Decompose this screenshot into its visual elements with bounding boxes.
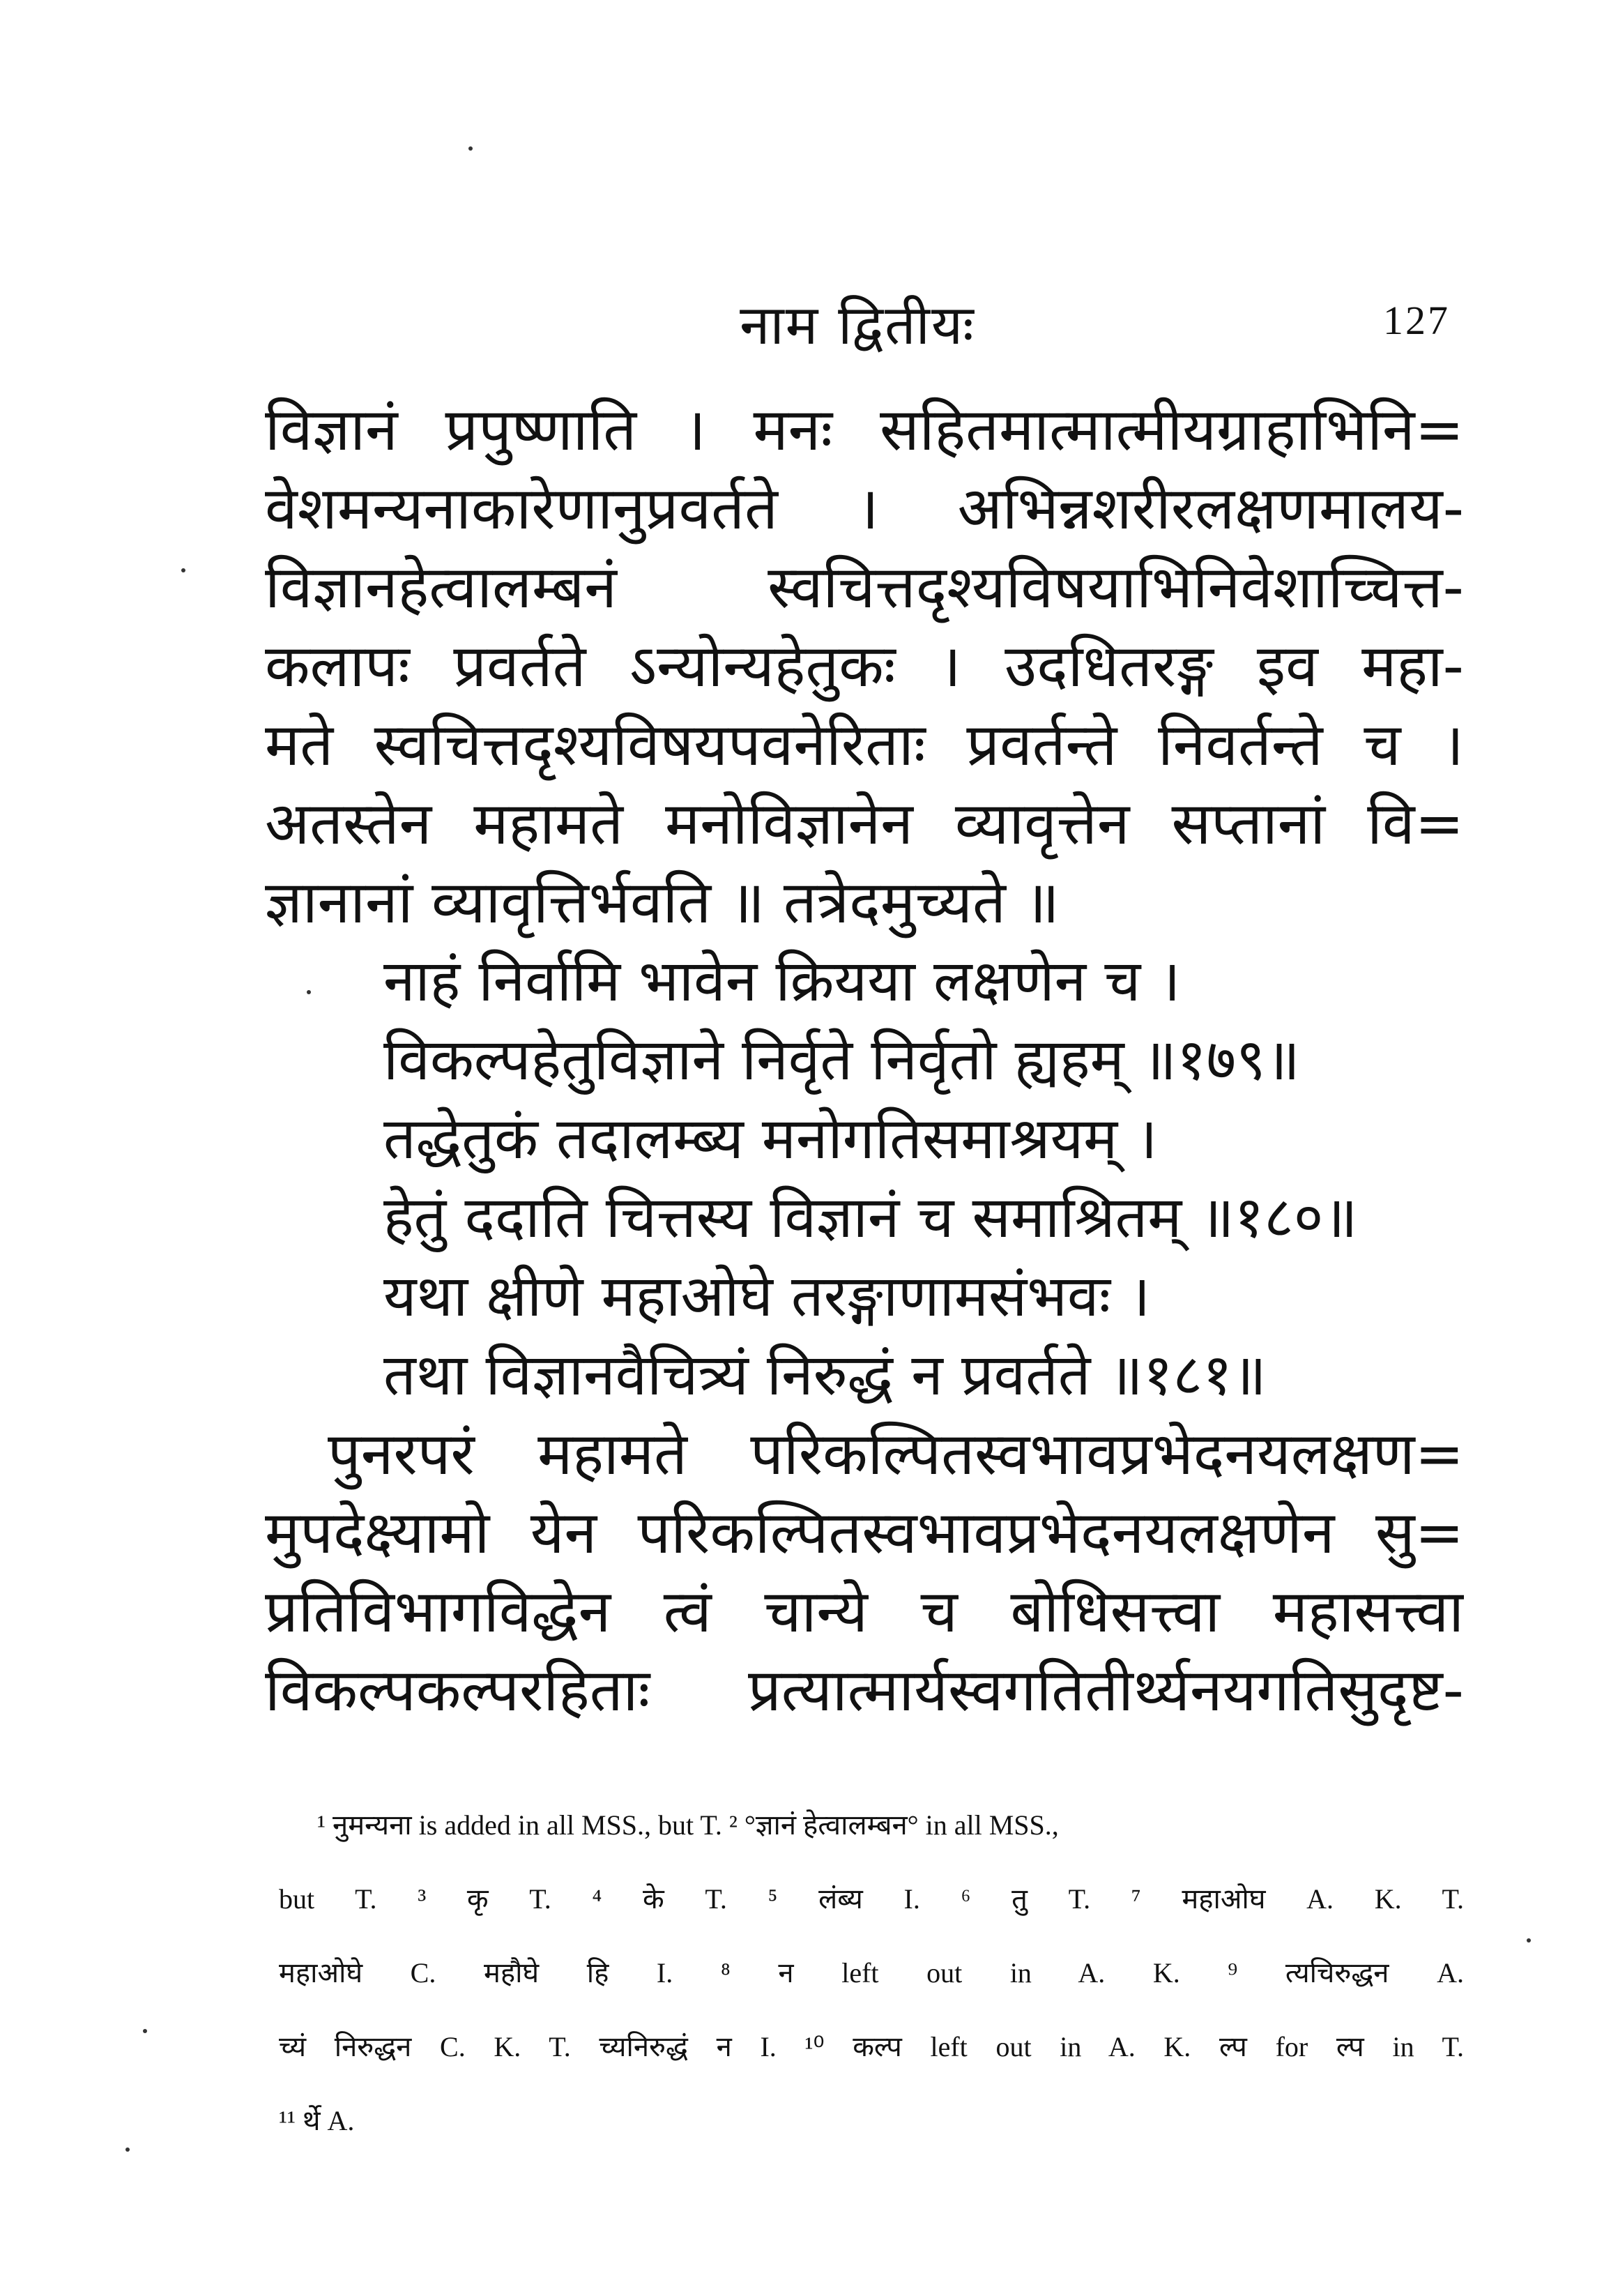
verse-line: तथा विज्ञानवैचित्र्यं निरुद्धं न प्रवर्तते ॥१८१॥ <box>383 1342 1267 1408</box>
footnotes <box>279 1788 1464 2158</box>
footnote-line: महाओघे C. महौघे हि I. ⁸ न left out in A. K. ⁹ त्यचिरुद्धन A. <box>279 1957 1464 1989</box>
footnote-line: च्यं निरुद्धन C. K. T. च्यनिरुद्धं न I. ¹⁰ कल्प left out in A. K. ल्प for ल्प in T. <box>279 2031 1464 2062</box>
prose-line: विज्ञानं प्रपुष्णाति । मनः सहितमात्मात्मीयग्राहाभिनि= <box>265 395 1464 464</box>
verse-block <box>265 942 1464 1415</box>
scan-speck <box>307 990 311 994</box>
scan-speck <box>181 568 185 572</box>
page-header <box>265 272 1450 356</box>
verse-line: हेतुं ददाति चित्तस्य विज्ञानं च समाश्रितम् ॥१८०॥ <box>383 1185 1358 1251</box>
prose-line: विज्ञानहेत्वालम्बनं स्वचित्तदृश्यविषयाभिनिवेशाच्चित्त- <box>265 553 1464 621</box>
scan-speck <box>1527 1938 1531 1943</box>
prose-line: मते स्वचित्तदृश्यविषयपवनेरिताः प्रवर्तन्ते निवर्तन्ते च । <box>265 710 1464 779</box>
prose-line: पुनरपरं महामते परिकल्पितस्वभावप्रभेदनयलक्षण= <box>328 1420 1464 1488</box>
verse-line: यथा क्षीणे महाओघे तरङ्गाणामसंभवः । <box>383 1263 1151 1330</box>
verse-line: तद्धेतुकं तदालम्ब्य मनोगतिसमाश्रयम् । <box>383 1106 1158 1172</box>
footnote-line: ¹¹ र्थे A. <box>279 2105 355 2136</box>
verse-line: विकल्पहेतुविज्ञाने निर्वृते निर्वृतो ह्यहम् ॥१७९॥ <box>383 1027 1300 1093</box>
scan-speck <box>143 2029 147 2033</box>
page-number: 127 <box>1383 298 1450 343</box>
prose-line: वेशमन्यनाकारेणानुप्रवर्तते । अभिन्नशरीरलक्षणमालय- <box>265 474 1464 542</box>
prose-line: ज्ञानानां व्यावृत्तिर्भवति ॥ तत्रेदमुच्यते ॥ <box>265 868 1060 936</box>
prose-line: अतस्तेन महामते मनोविज्ञानेन व्यावृत्तेन सप्तानां वि= <box>265 789 1464 858</box>
footnote-line: but T. ³ कृ T. ⁴ के T. ⁵ लंब्य I. ⁶ तु T. ⁷ महाओघ A. K. T. <box>279 1883 1464 1915</box>
running-head: नाम द्वितीयः <box>740 294 975 357</box>
prose-line: विकल्पकल्परहिताः प्रत्यात्मार्यस्वगतितीर्थ्यनयगतिसुदृष्ट- <box>265 1656 1464 1724</box>
footnote-line: ¹ नुमन्यना is added in all MSS., but T. ² °ज्ञानं हेत्वालम्बन° in all MSS., <box>317 1809 1059 1841</box>
prose-line: कलापः प्रवर्तते ऽन्योन्यहेतुकः । उदधितरङ्ग इव महा- <box>265 632 1464 700</box>
prose-line: मुपदेक्ष्यामो येन परिकल्पितस्वभावप्रभेदनयलक्षणेन सु= <box>265 1498 1464 1567</box>
main-text <box>265 390 1464 1730</box>
scan-speck <box>468 146 473 151</box>
verse-line: नाहं निर्वामि भावेन क्रियया लक्षणेन च । <box>383 948 1181 1014</box>
prose-line: प्रतिविभागविद्धेन त्वं चान्ये च बोधिसत्त्वा महासत्त्वा <box>265 1577 1464 1645</box>
scan-speck <box>125 2147 130 2152</box>
